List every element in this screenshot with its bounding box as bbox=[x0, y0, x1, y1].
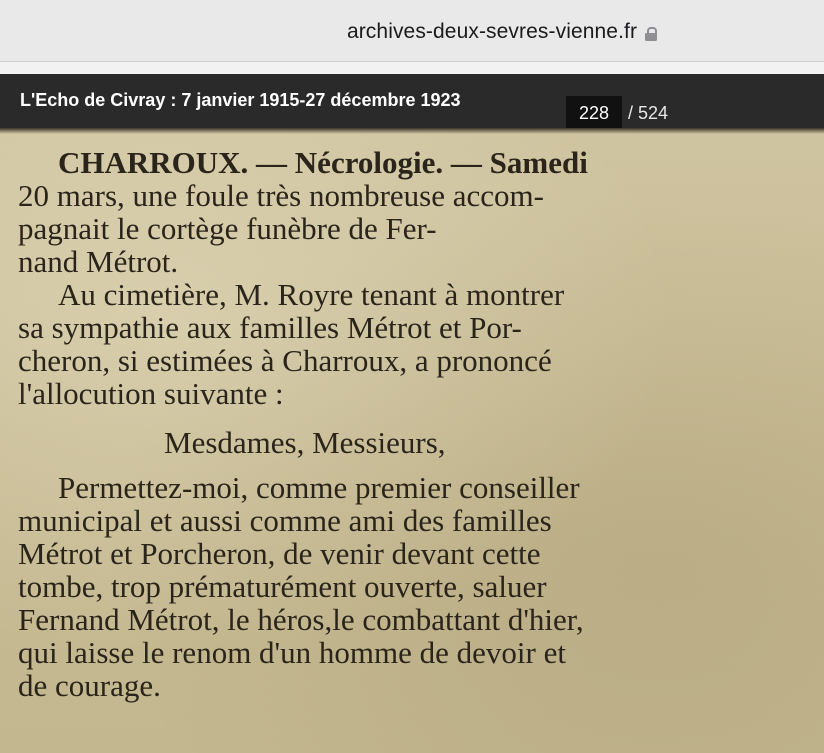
viewer-header bbox=[0, 74, 824, 128]
article-line: qui laisse le renom d'un homme de devoir et bbox=[18, 635, 566, 670]
article-line: Au cimetière, M. Royre tenant à montrer bbox=[58, 277, 565, 312]
article-line: l'allocution suivante : bbox=[18, 376, 284, 411]
article-line: Métrot et Porcheron, de venir devant cette bbox=[18, 536, 541, 571]
article-line: tombe, trop prématurément ouverte, saluer bbox=[18, 569, 547, 604]
url-text[interactable]: archives-deux-sevres-vienne.fr bbox=[346, 20, 638, 43]
article-line: sa sympathie aux familles Métrot et Por- bbox=[18, 310, 522, 345]
browser-url-bar[interactable] bbox=[0, 0, 824, 62]
article-line: municipal et aussi comme ami des familles bbox=[18, 503, 552, 538]
address-field[interactable] bbox=[0, 12, 824, 52]
page-indicator bbox=[566, 96, 668, 130]
article-line: de courage. bbox=[18, 668, 161, 703]
article-line: pagnait le cortège funèbre de Fer- bbox=[18, 211, 437, 246]
toolbar-separator bbox=[0, 62, 824, 74]
newspaper-scan[interactable] bbox=[0, 128, 824, 753]
article-line: Permettez-moi, comme premier conseiller bbox=[58, 470, 580, 505]
document-title: L'Echo de Civray : 7 janvier 1915-27 décembre 1923 bbox=[20, 90, 461, 110]
salutation-line: Mesdames, Messieurs, bbox=[164, 425, 446, 460]
article-line: Fernand Métrot, le héros,le combattant d'hier, bbox=[18, 602, 584, 637]
article-line: CHARROUX. — Nécrologie. — Samedi bbox=[58, 145, 588, 180]
total-pages: / 524 bbox=[628, 102, 669, 123]
article-line: nand Métrot. bbox=[18, 244, 179, 279]
article-line: 20 mars, une foule très nombreuse accom- bbox=[18, 178, 544, 213]
scan-top-shadow bbox=[0, 128, 824, 134]
article-text bbox=[18, 146, 808, 702]
lock-icon bbox=[645, 27, 657, 41]
article-line: cheron, si estimées à Charroux, a prononcé bbox=[18, 343, 552, 378]
page-number-input[interactable]: 228 bbox=[566, 96, 622, 130]
